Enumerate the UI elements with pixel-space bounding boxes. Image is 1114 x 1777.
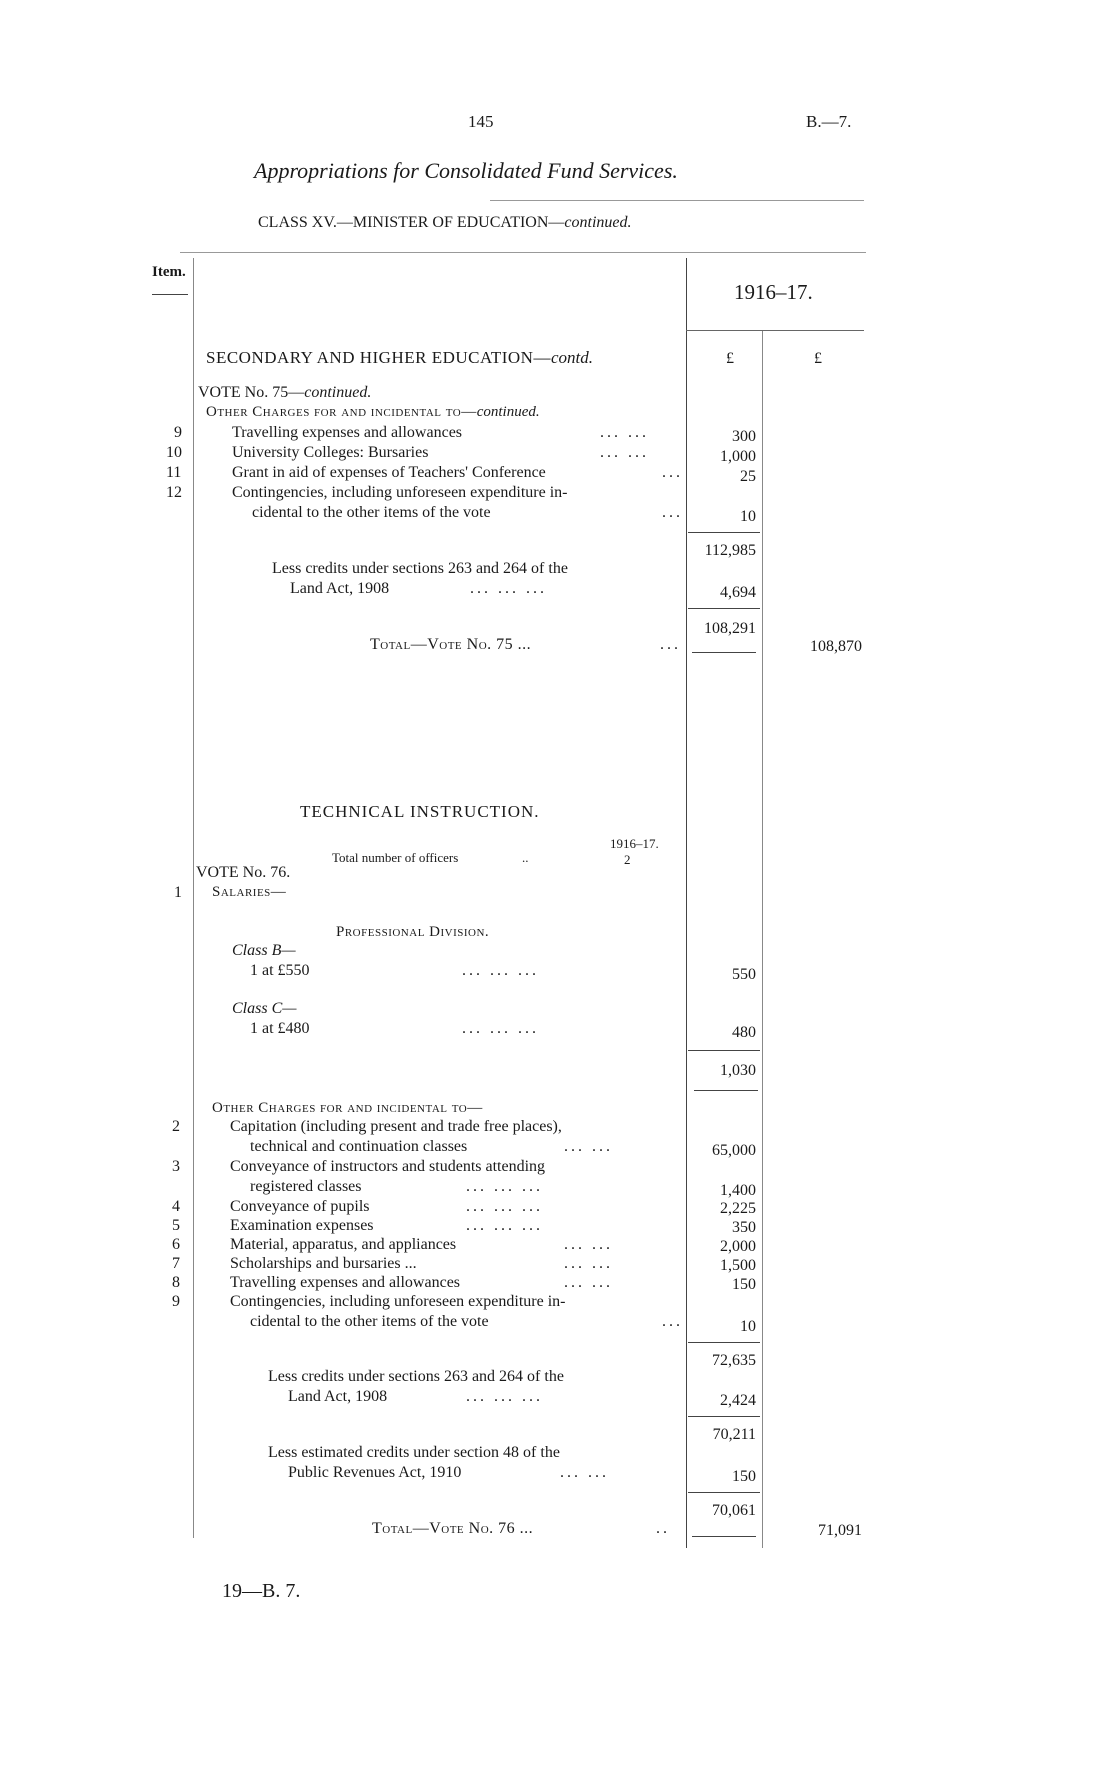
item-number: 11 [166,464,182,481]
item-column-rule [193,258,194,1538]
item-amount: 150 [732,1276,756,1293]
salaries-heading: Salaries— [212,884,287,900]
item-number: 3 [172,1158,180,1175]
total-rule [692,1536,756,1537]
section-heading-technical: TECHNICAL INSTRUCTION. [300,802,540,821]
item-amount: 2,225 [720,1200,756,1217]
table-top-rule [180,252,866,253]
item-number: 6 [172,1236,180,1253]
section-heading-contd: contd. [550,348,593,367]
leader-dots: ... ... [564,1255,613,1272]
class-c-heading: Class C— [232,1000,297,1017]
item-column-header: Item. [152,264,186,280]
item-description: Examination expenses [230,1217,374,1234]
leader-dots: ... ... [560,1464,609,1481]
leader-dots: ... [662,1313,683,1330]
leader-dots: ... ... ... [466,1178,543,1195]
leader-dots: ... [662,504,683,521]
less-credits-line-1: Less credits under sections 263 and 264 of the [272,560,568,577]
item-amount: 10 [740,1318,756,1335]
less-credits-amount: 4,694 [720,584,756,601]
vote-76-net-total: 70,211 [712,1426,756,1443]
item-description: Contingencies, including unforeseen expenditure in- [232,484,568,501]
leader-dots: ... ... [600,444,649,461]
leader-dots: ... [660,636,681,653]
other-charges-heading-75 [206,404,540,421]
item-description: Travelling expenses and allowances [230,1274,461,1291]
sum-rule [688,532,760,533]
class-heading [258,214,632,232]
section-heading-secondary [206,348,593,368]
class-c-line: 1 at £480 [250,1020,310,1037]
class-heading-continued: continued. [564,214,632,231]
item-description: Material, apparatus, and appliances [230,1236,457,1253]
item-amount: 1,400 [720,1182,756,1199]
item-number: 8 [172,1274,180,1291]
item-description: Conveyance of pupils [230,1198,370,1215]
other-charges-main: Other Charges for and incidental to— [206,404,477,420]
item-amount: 25 [740,468,756,485]
leader-dots: ... ... [564,1274,613,1291]
pound-sign-items: £ [726,350,734,367]
item-number: 12 [166,484,182,501]
class-b-heading: Class B— [232,942,296,959]
item-amount: 300 [732,428,756,445]
other-charges-heading-76: Other Charges for and incidental to— [212,1100,483,1116]
item-number: 9 [172,1293,180,1310]
vote-76-heading: VOTE No. 76. [196,864,291,881]
leader-dots: ... ... ... [470,580,547,597]
item-amount: 1,500 [720,1257,756,1274]
title-rule [490,200,864,201]
year-column-header: 1916–17. [734,280,813,304]
net-rule [688,608,760,609]
sum-rule [688,1416,760,1417]
vote-76-total-amount: 71,091 [818,1522,862,1539]
item-description-continued: cidental to the other items of the vote [252,504,491,521]
amount-column-rule [686,258,687,1548]
class-heading-main: CLASS XV.—MINISTER OF EDUCATION— [258,214,565,231]
document-reference: B.—7. [806,112,852,131]
less-credits-amount: 2,424 [720,1392,756,1409]
less-estimated-credits-amount: 150 [732,1468,756,1485]
less-estimated-credits-line-1: Less estimated credits under section 48 of the [268,1444,560,1461]
less-credits-line-2: Land Act, 1908 [290,580,390,597]
item-description-continued: registered classes [250,1178,362,1195]
page-title: Appropriations for Consolidated Fund Services. [254,158,678,183]
pound-sign-totals: £ [814,350,822,367]
class-b-amount: 550 [732,966,756,983]
item-header-underline [152,294,188,295]
item-number: 7 [172,1255,180,1272]
vote-75-total-label: Total—Vote No. 75 ... [370,636,532,653]
item-description: Travelling expenses and allowances [232,424,463,441]
less-estimated-credits-line-2: Public Revenues Act, 1910 [288,1464,462,1481]
vote-76-total-label: Total—Vote No. 76 ... [372,1520,534,1537]
item-description: Capitation (including present and trade free places), [230,1118,562,1135]
officers-count: 2 [624,852,631,867]
item-description-continued: cidental to the other items of the vote [250,1313,489,1330]
leader-dots: .. [656,1520,670,1537]
item-description-continued: technical and continuation classes [250,1138,468,1155]
item-description: Conveyance of instructors and students attending [230,1158,546,1175]
class-b-line: 1 at £550 [250,962,310,979]
item-description: University Colleges: Bursaries [232,444,429,461]
vote-75-heading [198,384,371,402]
vote-75-continued: continued. [304,384,372,401]
leader-dots: ... ... ... [466,1217,543,1234]
section-heading-main: SECONDARY AND HIGHER EDUCATION— [206,348,551,367]
item-amount: 2,000 [720,1238,756,1255]
sum-rule [688,1050,760,1051]
leader-dots: ... ... [564,1138,613,1155]
item-number: 4 [172,1198,180,1215]
vote-75-main: VOTE No. 75— [198,384,305,401]
year-header-rule [686,330,864,331]
item-description: Grant in aid of expenses of Teachers' Conference [232,464,546,481]
vote-76-gross-total: 72,635 [712,1352,756,1369]
sum-rule [688,1342,760,1343]
other-charges-continued: continued. [476,404,540,420]
vote-76-final-net: 70,061 [712,1502,756,1519]
less-credits-line-2: Land Act, 1908 [288,1388,388,1405]
item-amount: 10 [740,508,756,525]
leader-dots: ... ... [564,1236,613,1253]
vote-75-gross-total: 112,985 [704,542,756,559]
total-column-rule [762,330,763,1548]
officers-year: 1916–17. [610,836,659,851]
vote-75-net-total: 108,291 [704,620,756,637]
leader-dots: ... ... [600,424,649,441]
item-number: 9 [174,424,182,441]
vote-75-total-amount: 108,870 [810,638,862,655]
item-amount: 65,000 [712,1142,756,1159]
item-amount: 350 [732,1219,756,1236]
less-credits-line-1: Less credits under sections 263 and 264 of the [268,1368,564,1385]
leader-dots: ... ... ... [466,1198,543,1215]
officers-label: Total number of officers [332,850,459,865]
page-number: 145 [468,112,494,131]
item-number: 1 [174,884,182,901]
leader-dots: ... [662,464,683,481]
item-number: 2 [172,1118,180,1135]
item-amount: 1,000 [720,448,756,465]
item-number: 10 [166,444,182,461]
professional-division-heading: Professional Division. [336,924,490,940]
total-rule [692,652,756,653]
salaries-total: 1,030 [720,1062,756,1079]
salaries-total-rule [694,1090,758,1091]
item-description: Scholarships and bursaries ... [230,1255,417,1272]
class-c-amount: 480 [732,1024,756,1041]
printer-signature: 19—B. 7. [222,1580,301,1602]
leader-dots: ... ... ... [462,962,539,979]
leader-dots: .. [522,850,529,865]
sum-rule [688,1492,760,1493]
leader-dots: ... ... ... [462,1020,539,1037]
item-number: 5 [172,1217,180,1234]
leader-dots: ... ... ... [466,1388,543,1405]
item-description: Contingencies, including unforeseen expenditure in- [230,1293,566,1310]
